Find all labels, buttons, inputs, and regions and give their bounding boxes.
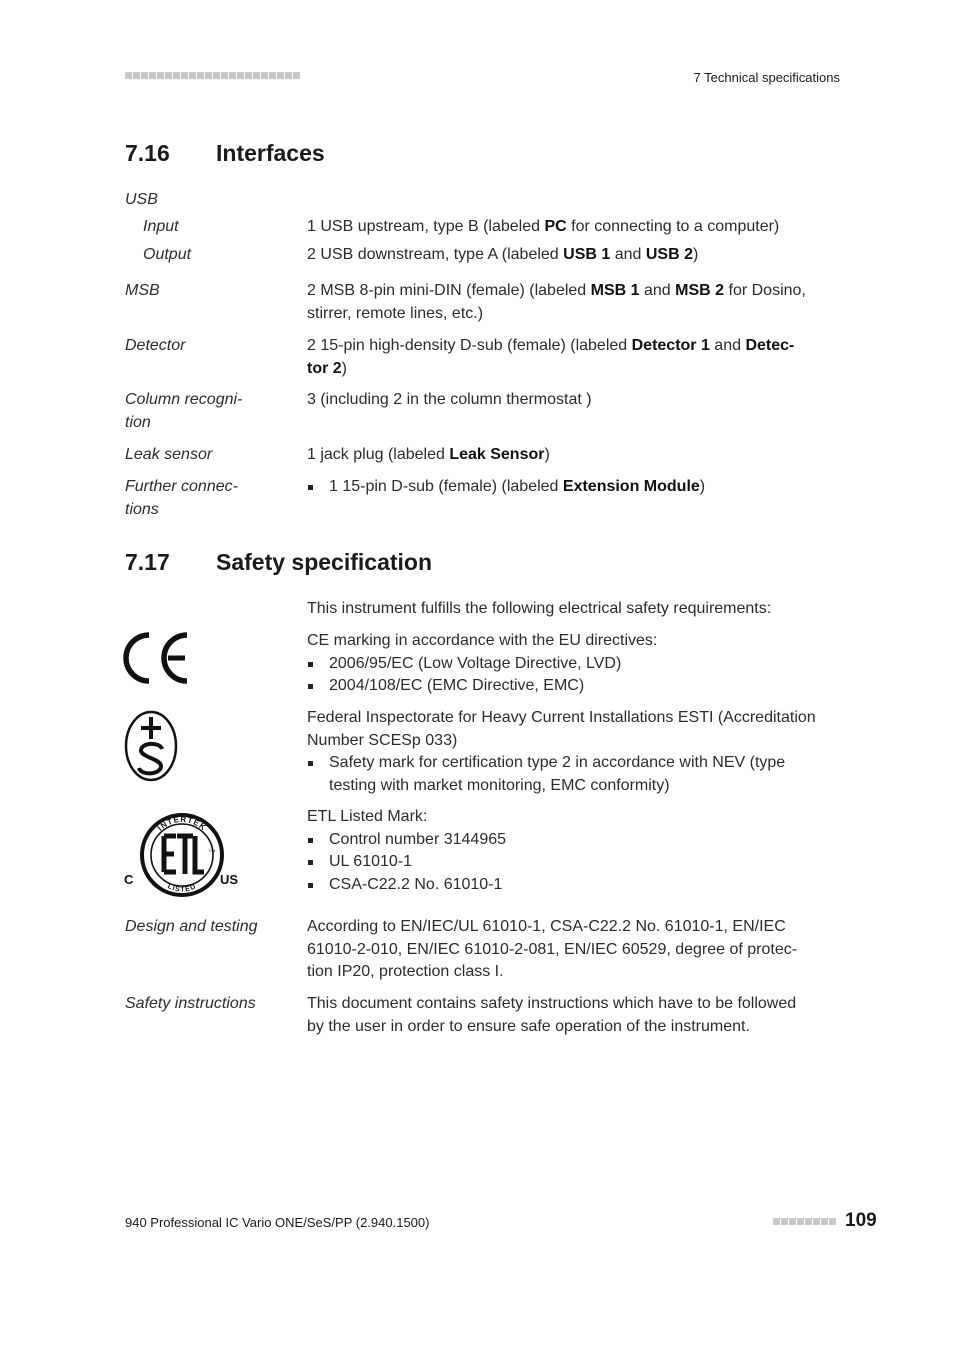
etl-logo-c: C <box>124 872 134 887</box>
decor-square <box>781 1218 788 1225</box>
etl-description: ETL Listed Mark: Control number 3144965 UL 61010-1 CSA-C22.2 No. 61010-1 <box>307 806 822 896</box>
value-usb-output: 2 USB downstream, type A (labeled USB 1 and USB 2) <box>307 246 699 263</box>
section-title: Interfaces <box>216 140 325 166</box>
decor-square <box>829 1218 836 1225</box>
label-detector: Detector <box>125 337 186 354</box>
safety-intro: This instrument fulfills the following electrical safety requirements: <box>307 600 772 617</box>
label-further-connections: Further connec- tions <box>125 478 238 518</box>
label-column-recognition: Column recogni- tion <box>125 391 243 431</box>
value-column-recognition: 3 (including 2 in the column thermostat ) <box>307 391 592 408</box>
decor-square <box>285 72 292 79</box>
label-leak-sensor: Leak sensor <box>125 446 213 463</box>
label-usb-output: Output <box>143 246 192 263</box>
decor-square <box>205 72 212 79</box>
etl-listed-mark-icon <box>122 812 244 900</box>
etl-logo-us: US <box>220 872 239 887</box>
label-design-testing: Design and testing <box>125 918 258 935</box>
section-number: 7.16 <box>125 140 170 166</box>
decor-square <box>189 72 196 79</box>
value-msb: 2 MSB 8-pin mini-DIN (female) (labeled MSB 1 and MSB 2 for Dosino, stirrer, remote lines, etc.) <box>307 282 806 322</box>
decor-square <box>149 72 156 79</box>
decor-square <box>141 72 148 79</box>
label-safety-instructions: Safety instructions <box>125 995 256 1012</box>
footer-decoration <box>773 1218 836 1225</box>
decor-square <box>261 72 268 79</box>
decor-square <box>253 72 260 79</box>
decor-square <box>221 72 228 79</box>
list-item: Control number 3144965 <box>307 829 822 852</box>
decor-square <box>133 72 140 79</box>
label-msb: MSB <box>125 282 160 299</box>
decor-square <box>165 72 172 79</box>
esti-description: Federal Inspectorate for Heavy Current Installations ESTI (Accreditation Number SCESp 033) Safety mark for certification type 2 in accordance with NEV (type testing with market monitoring, EMC conformity) <box>307 707 822 797</box>
decor-square <box>213 72 220 79</box>
etl-logo-bottom-text: LISTED <box>166 883 198 894</box>
list-item: 1 15-pin D-sub (female) (labeled Extension Module) <box>307 476 822 499</box>
ce-mark-icon <box>123 631 193 686</box>
value-safety-instructions: This document contains safety instructions which have to be followed by the user in order to ensure safe operation of the instrument. <box>307 995 797 1035</box>
value-detector: 2 15-pin high-density D-sub (female) (labeled Detector 1 and Detec- tor 2) <box>307 337 795 377</box>
value-design-testing: According to EN/IEC/UL 61010-1, CSA-C22.2 No. 61010-1, EN/IEC 61010-2-010, EN/IEC 61010-2-081, EN/IEC 60529, degree of protec- tion IP20, protection class I. <box>307 918 798 980</box>
decor-square <box>797 1218 804 1225</box>
value-usb-input: 1 USB upstream, type B (labeled PC for connecting to a computer) <box>307 218 780 235</box>
section-heading-safety <box>125 549 432 576</box>
esti-safety-mark-icon <box>124 709 180 783</box>
decor-square <box>237 72 244 79</box>
decor-square <box>173 72 180 79</box>
running-header-chapter: 7 Technical specifications <box>693 70 840 85</box>
decor-square <box>789 1218 796 1225</box>
section-number: 7.17 <box>125 549 170 575</box>
list-item: Safety mark for certification type 2 in accordance with NEV (type testing with market monitoring, EMC conformity) <box>307 752 822 797</box>
decor-square <box>181 72 188 79</box>
section-title: Safety specification <box>216 549 433 575</box>
footer-document-title: 940 Professional IC Vario ONE/SeS/PP (2.940.1500) <box>125 1215 430 1230</box>
decor-square <box>821 1218 828 1225</box>
decor-square <box>197 72 204 79</box>
decor-square <box>813 1218 820 1225</box>
decor-square <box>293 72 300 79</box>
list-item: 2004/108/EC (EMC Directive, EMC) <box>307 675 822 698</box>
list-item: 2006/95/EC (Low Voltage Directive, LVD) <box>307 653 822 676</box>
decor-square <box>245 72 252 79</box>
decor-square <box>773 1218 780 1225</box>
decor-square <box>277 72 284 79</box>
value-further-connections <box>307 476 822 499</box>
etl-logo-top-text: INTERTEK <box>155 814 209 833</box>
ce-description: CE marking in accordance with the EU directives: 2006/95/EC (Low Voltage Directive, LVD) 2004/108/EC (EMC Directive, EMC) <box>307 630 822 698</box>
etl-logo-cm: CM <box>209 848 216 853</box>
label-usb: USB <box>125 191 158 208</box>
decor-square <box>805 1218 812 1225</box>
decor-square <box>229 72 236 79</box>
page-number: 109 <box>845 1210 877 1231</box>
label-usb-input: Input <box>143 218 179 235</box>
decor-square <box>125 72 132 79</box>
list-item: CSA-C22.2 No. 61010-1 <box>307 874 822 897</box>
section-heading-interfaces <box>125 140 325 167</box>
header-decoration <box>125 72 300 80</box>
decor-square <box>269 72 276 79</box>
decor-square <box>157 72 164 79</box>
list-item: UL 61010-1 <box>307 851 822 874</box>
value-leak-sensor: 1 jack plug (labeled Leak Sensor) <box>307 446 550 463</box>
